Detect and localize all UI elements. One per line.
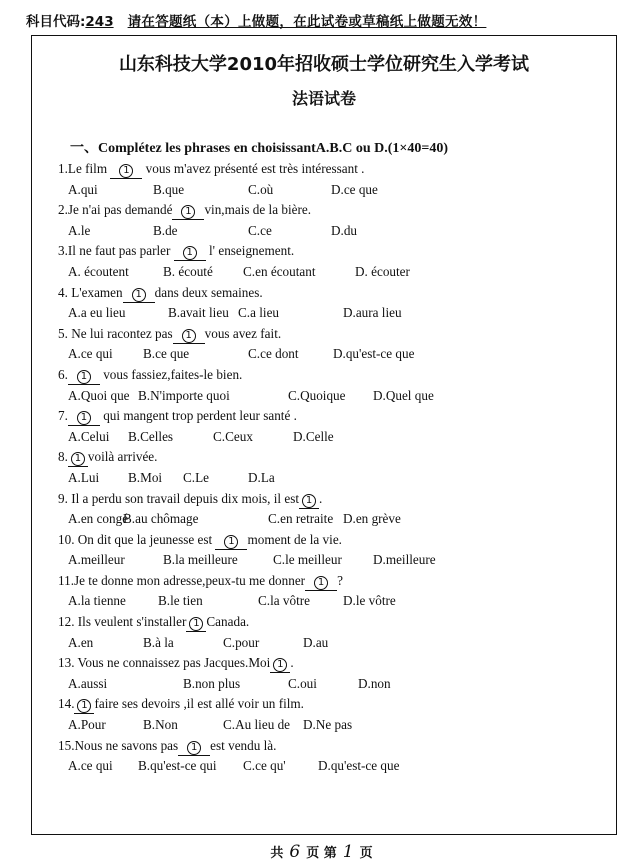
- circled-number-marker: 1: [189, 617, 203, 631]
- circled-number-marker: 1: [181, 205, 195, 219]
- option-b: B.non plus: [183, 675, 241, 691]
- answer-blank: [174, 244, 206, 261]
- question-5: [58, 324, 613, 345]
- circled-number-marker: 1: [71, 452, 85, 466]
- option-b: B.Moi: [128, 469, 163, 485]
- option-c: C.Le: [183, 469, 210, 485]
- exam-header-line: [26, 10, 626, 30]
- option-b: B.le tien: [158, 593, 203, 609]
- circled-number-marker: 1: [302, 494, 316, 508]
- options-row: [58, 674, 613, 695]
- option-d: D.meilleure: [373, 552, 436, 568]
- option-b: B.au chômage: [123, 511, 199, 527]
- page-footer: [0, 842, 643, 862]
- question-text-after: voilà arrivée.: [87, 449, 158, 465]
- footer-total-pages: 6: [289, 842, 301, 862]
- options-row: [58, 468, 613, 489]
- question-15: [58, 736, 613, 757]
- option-c: C.oui: [288, 675, 317, 691]
- option-d: D.du: [331, 222, 358, 238]
- question-1: [58, 159, 613, 180]
- question-14: [58, 694, 613, 715]
- question-text-after: est vendu là.: [210, 737, 277, 753]
- circled-number-marker: 1: [224, 535, 238, 549]
- options-row: [58, 633, 613, 654]
- question-12: [58, 612, 613, 633]
- answer-blank: [68, 368, 100, 385]
- exam-paper-frame: [31, 35, 617, 835]
- option-b: B.ce que: [143, 346, 190, 362]
- option-d: D.Ne pas: [303, 717, 353, 733]
- question-text-before: 6.: [58, 366, 68, 382]
- option-a: A.en: [68, 634, 94, 650]
- option-d: D.qu'est-ce que: [333, 346, 415, 362]
- option-d: D.non: [358, 675, 391, 691]
- options-row: [58, 509, 613, 530]
- answer-blank: [123, 286, 155, 303]
- subject-code-label: 科目代码:: [26, 14, 86, 30]
- option-a: A.a eu lieu: [68, 305, 126, 321]
- option-d: D.en grève: [343, 511, 401, 527]
- answer-blank: [172, 203, 204, 220]
- option-d: D.Quel que: [373, 387, 434, 403]
- question-2: [58, 200, 613, 221]
- options-row: [58, 221, 613, 242]
- question-8: [58, 447, 613, 468]
- option-b: B.que: [153, 181, 185, 197]
- question-text-before: 11.Je te donne mon adresse,peux-tu me donner: [58, 572, 306, 588]
- footer-current-page: 1: [342, 842, 354, 862]
- footer-prefix: 共: [270, 846, 284, 861]
- circled-number-marker: 1: [314, 576, 328, 590]
- circled-number-marker: 1: [77, 370, 91, 384]
- circled-number-marker: 1: [77, 699, 91, 713]
- option-b: B.avait lieu: [168, 305, 229, 321]
- option-a: A.Lui: [68, 469, 100, 485]
- question-text-after: dans deux semaines.: [154, 284, 263, 300]
- section-heading: 一、Complétez les phrases en choisissantA.B.C ou D.(1×40=40): [70, 141, 449, 156]
- question-text-after: .: [319, 490, 323, 506]
- options-row: [58, 756, 613, 777]
- question-text-after: vous m'avez présenté est très intéressant .: [142, 161, 365, 176]
- answer-sheet-notice: 请在答题纸（本）上做题，在此试卷或草稿纸上做题无效！: [127, 14, 487, 30]
- circled-number-marker: 1: [119, 164, 133, 178]
- answer-blank: [74, 697, 94, 714]
- option-a: A.Quoi que: [68, 387, 130, 403]
- option-b: B.Non: [143, 717, 178, 733]
- options-row: [58, 344, 613, 365]
- option-d: D.qu'est-ce que: [318, 758, 400, 774]
- question-text-before: 2.Je n'ai pas demandé: [58, 202, 173, 218]
- question-text-before: 9. Il a perdu son travail depuis dix mois, il est: [58, 490, 300, 506]
- question-11: [58, 571, 613, 592]
- option-d: D.La: [248, 469, 275, 485]
- question-text-before: 1.Le film: [58, 161, 111, 176]
- question-6: [58, 365, 613, 386]
- footer-suffix: 页: [359, 846, 373, 861]
- options-row: [58, 715, 613, 736]
- option-c: C.Au lieu de: [223, 717, 291, 733]
- question-7: [58, 406, 613, 427]
- question-text-before: 5. Ne lui racontez pas: [58, 325, 173, 341]
- answer-blank: [186, 615, 206, 632]
- option-d: D.au: [303, 634, 329, 650]
- footer-middle: 页 第: [306, 846, 337, 861]
- option-d: D.Celle: [293, 428, 334, 444]
- option-a: A.le: [68, 222, 91, 238]
- question-text-before: 7.: [58, 408, 68, 424]
- option-c: C.ce dont: [248, 346, 299, 362]
- question-text-after: ?: [337, 572, 343, 588]
- question-10: [58, 530, 613, 551]
- question-text-before: 12. Ils veulent s'installer: [58, 614, 187, 630]
- question-text-before: 3.Il ne faut pas parler: [58, 243, 174, 259]
- options-row: [58, 427, 613, 448]
- option-d: D.le vôtre: [343, 593, 396, 609]
- option-d: D. écouter: [355, 263, 410, 279]
- question-text-after: vous avez fait.: [204, 325, 282, 341]
- option-b: B.à la: [143, 634, 174, 650]
- options-row: [58, 180, 613, 201]
- answer-blank: [110, 162, 142, 179]
- question-list: [58, 159, 613, 777]
- question-text-after: qui mangent trop perdent leur santé .: [99, 408, 297, 424]
- question-text-before: 8.: [58, 449, 68, 465]
- options-row: [58, 591, 613, 612]
- option-b: B. écouté: [163, 263, 213, 279]
- exam-title: 山东科技大学2010年招收硕士学位研究生入学考试: [118, 54, 530, 75]
- question-text-before: 10. On dit que la jeunesse est: [58, 531, 216, 547]
- question-text-before: 13. Vous ne connaissez pas Jacques.Moi: [58, 655, 271, 671]
- option-a: A.aussi: [68, 675, 108, 691]
- question-13: [58, 653, 613, 674]
- option-b: B.qu'est-ce qui: [138, 758, 217, 774]
- answer-blank: [68, 409, 100, 426]
- option-d: D.aura lieu: [343, 305, 402, 321]
- answer-blank: [270, 656, 290, 673]
- circled-number-marker: 1: [182, 329, 196, 343]
- circled-number-marker: 1: [187, 741, 201, 755]
- option-d: D.ce que: [331, 181, 378, 197]
- question-text-after: faire ses devoirs ,il est allé voir un film.: [94, 696, 304, 712]
- answer-blank: [299, 492, 319, 509]
- option-c: C.ce: [248, 222, 272, 238]
- options-row: [58, 386, 613, 407]
- option-b: B.Celles: [128, 428, 174, 444]
- option-c: C.Ceux: [213, 428, 253, 444]
- question-text-before: 15.Nous ne savons pas: [58, 737, 179, 753]
- option-c: C.Quoique: [288, 387, 346, 403]
- answer-blank: [215, 533, 247, 550]
- answer-blank: [173, 327, 205, 344]
- option-a: A.en congé: [68, 511, 129, 527]
- option-c: C.en écoutant: [243, 263, 316, 279]
- question-text-after: .: [290, 655, 294, 671]
- answer-blank: [68, 450, 88, 467]
- options-row: [58, 303, 613, 324]
- option-a: A.ce qui: [68, 758, 113, 774]
- circled-number-marker: 1: [273, 658, 287, 672]
- question-4: [58, 283, 613, 304]
- option-a: A.Pour: [68, 717, 106, 733]
- option-a: A. écoutent: [68, 263, 129, 279]
- options-row: [58, 550, 613, 571]
- option-c: C.où: [248, 181, 274, 197]
- option-a: A.Celui: [68, 428, 110, 444]
- option-c: C.ce qu': [243, 758, 286, 774]
- option-b: B.de: [153, 222, 178, 238]
- answer-blank: [305, 574, 337, 591]
- subject-code-value: 243: [85, 14, 114, 30]
- circled-number-marker: 1: [132, 288, 146, 302]
- circled-number-marker: 1: [183, 246, 197, 260]
- question-text-after: moment de la vie.: [247, 531, 342, 547]
- option-c: C.la vôtre: [258, 593, 311, 609]
- option-c: C.a lieu: [238, 305, 280, 321]
- question-text-before: 14.: [58, 696, 75, 712]
- question-3: [58, 241, 613, 262]
- options-row: [58, 262, 613, 283]
- option-c: C.en retraite: [268, 511, 334, 527]
- answer-blank: [178, 739, 210, 756]
- option-c: C.pour: [223, 634, 260, 650]
- question-text-after: l' enseignement.: [205, 243, 295, 259]
- question-text-after: Canada.: [206, 614, 250, 630]
- option-b: B.N'importe quoi: [138, 387, 230, 403]
- option-a: A.meilleur: [68, 552, 125, 568]
- option-b: B.la meilleure: [163, 552, 238, 568]
- question-text-before: 4. L'examen: [58, 284, 123, 300]
- option-a: A.la tienne: [68, 593, 126, 609]
- question-9: [58, 489, 613, 510]
- option-a: A.qui: [68, 181, 98, 197]
- option-c: C.le meilleur: [273, 552, 342, 568]
- question-text-after: vous fassiez,faites-le bien.: [99, 366, 243, 382]
- circled-number-marker: 1: [77, 411, 91, 425]
- option-a: A.ce qui: [68, 346, 113, 362]
- question-text-after: vin,mais de la bière.: [204, 202, 311, 218]
- exam-subtitle: 法语试卷: [291, 89, 356, 108]
